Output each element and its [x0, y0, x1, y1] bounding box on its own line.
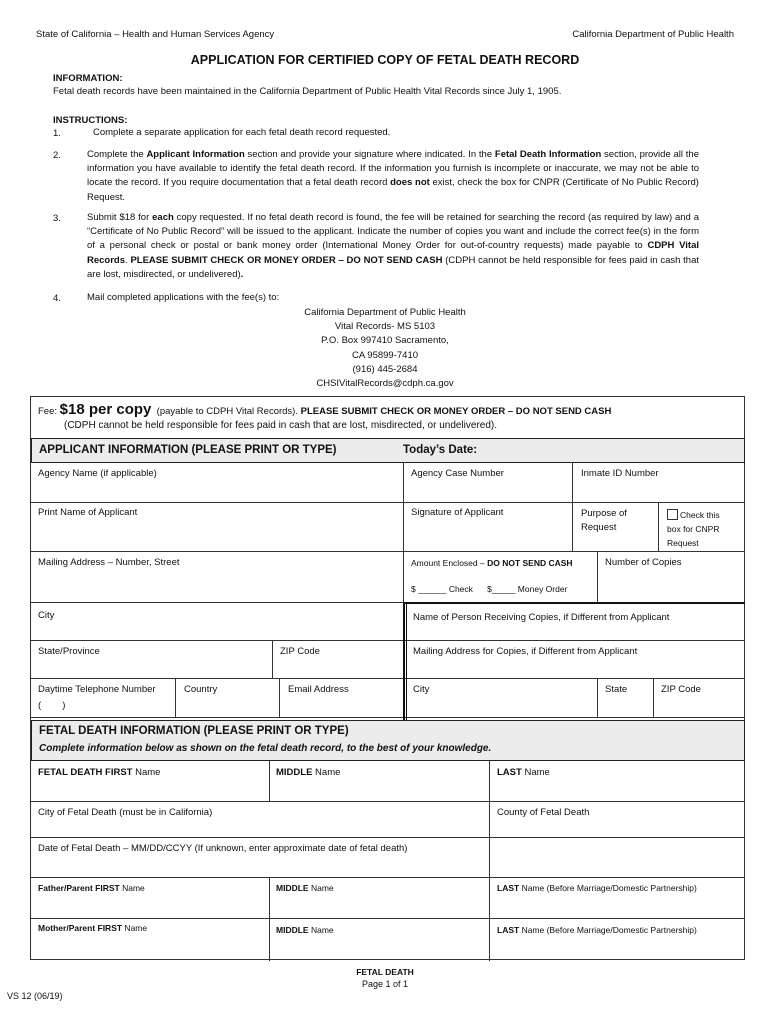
- instruction-number: 1.: [53, 128, 61, 139]
- todays-date-label: Today’s Date:: [403, 444, 478, 456]
- instruction-text: [87, 291, 699, 305]
- field-label: Name: [308, 925, 334, 935]
- mother-middle-name-field[interactable]: [276, 925, 334, 935]
- instruction-text: [87, 148, 699, 205]
- cnpr-checkbox[interactable]: [667, 509, 678, 520]
- application-form: [30, 396, 745, 960]
- page-number: Page 1 of 1: [361, 979, 409, 989]
- field-label-bold: MIDDLE: [276, 925, 309, 935]
- cnpr-label: box for CNPR: [667, 524, 720, 534]
- inmate-id-field[interactable]: Inmate ID Number: [581, 468, 659, 479]
- field-label: Name: [521, 767, 550, 778]
- fee-warning: PLEASE SUBMIT CHECK OR MONEY ORDER – DO NOT SEND CASH: [300, 406, 612, 417]
- field-label: Name: [132, 767, 161, 778]
- mother-last-name-field[interactable]: [497, 925, 697, 935]
- instruction-number: 4.: [53, 293, 61, 304]
- purpose-label: Purpose of: [581, 508, 627, 519]
- receiver-mailing-address-field[interactable]: Mailing Address for Copies, if Different from Applicant: [413, 646, 638, 657]
- instruction-run: Complete a separate application for each fetal death record requested.: [93, 127, 391, 138]
- state-province-field[interactable]: State/Province: [38, 646, 100, 657]
- address-line: (916) 445-2684: [352, 363, 418, 375]
- information-text: Fetal death records have been maintained in the California Department of Public Health Vital Records since July 1, 1905.: [53, 86, 562, 97]
- field-label: Name: [119, 883, 145, 893]
- field-label-bold: LAST: [497, 883, 520, 893]
- fee-amount: $18 per copy: [59, 401, 152, 418]
- cnpr-label: Check this: [680, 510, 720, 520]
- father-middle-name-field[interactable]: [276, 883, 334, 893]
- city-field[interactable]: City: [38, 610, 55, 621]
- applicant-signature-field[interactable]: Signature of Applicant: [411, 507, 504, 518]
- fetal-first-name-field[interactable]: [38, 767, 160, 778]
- fee-note: (CDPH cannot be held responsible for fees paid in cash that are lost, misdirected, or undelivered).: [64, 420, 498, 431]
- page-title: APPLICATION FOR CERTIFIED COPY OF FETAL DEATH RECORD: [190, 53, 580, 67]
- address-email: CHSIVitalRecords@cdph.ca.gov: [316, 378, 454, 390]
- field-label: Name: [312, 767, 341, 778]
- field-label-bold: FETAL DEATH FIRST: [38, 767, 133, 778]
- field-label-bold: MIDDLE: [276, 883, 309, 893]
- instruction-emphasis: Applicant Information: [146, 149, 245, 160]
- fee-payable: (payable to CDPH Vital Records).: [154, 406, 301, 417]
- fee-label: Fee:: [38, 406, 58, 417]
- address-line: P.O. Box 997410 Sacramento,: [321, 335, 449, 347]
- instruction-run: section, provide all the information you have available to identify the fetal death record. If the information you furnish is incomplete or inaccurate, we may not be able to locate the record. If you require documentation that a fetal death record: [87, 149, 699, 189]
- county-of-fetal-death-field[interactable]: County of Fetal Death: [497, 807, 590, 818]
- instruction-emphasis: does not: [390, 177, 430, 189]
- amount-warning: DO NOT SEND CASH: [487, 558, 573, 568]
- address-line: California Department of Public Health: [304, 307, 466, 318]
- cnpr-label: Request: [667, 538, 699, 548]
- instruction-number: 2.: [53, 150, 61, 161]
- instruction-run: copy requested. If no fetal death record is found, the fee will be retained for searching the record (as required by law) and a “Certificate of No Public Record” will be issued to the applicant. Indicate the number of copies you want and include the correct fee(s) in the form of a personal check or postal or bank money order (International Money Order for out-of-country requests) made payable to: [87, 212, 699, 252]
- applicant-name-field[interactable]: Print Name of Applicant: [38, 507, 138, 518]
- instruction-emphasis: Fetal Death Information: [494, 149, 602, 160]
- instruction-run: .: [125, 254, 131, 266]
- fee-line: [38, 401, 611, 418]
- fetal-header-subtitle: Complete information below as shown on the fetal death record, to the best of your knowledge.: [39, 743, 492, 754]
- instruction-emphasis: .: [240, 268, 244, 280]
- instruction-run: Mail completed applications with the fee(s) to:: [87, 292, 280, 303]
- instructions-label: INSTRUCTIONS:: [53, 115, 128, 126]
- agency-header: State of California – Health and Human Services Agency: [36, 29, 275, 40]
- applicant-header-title: APPLICANT INFORMATION (PLEASE PRINT OR TYPE): [39, 444, 337, 456]
- agency-name-field[interactable]: Agency Name (if applicable): [38, 468, 157, 479]
- amount-prefix: Amount Enclosed –: [411, 558, 488, 568]
- number-of-copies-field[interactable]: Number of Copies: [605, 557, 682, 568]
- instruction-number: 3.: [53, 213, 61, 224]
- department-header: California Department of Public Health: [572, 29, 734, 40]
- address-line: Vital Records- MS 5103: [334, 321, 436, 333]
- receiver-city-field[interactable]: City: [413, 684, 430, 695]
- instruction-text: [87, 211, 699, 282]
- agency-case-number-field[interactable]: Agency Case Number: [411, 468, 504, 479]
- instruction-emphasis: each: [152, 212, 174, 223]
- receiver-state-field[interactable]: State: [605, 684, 628, 695]
- fetal-middle-name-field[interactable]: [276, 767, 340, 778]
- phone-area-code: ( ): [38, 700, 66, 711]
- mailing-address-block: [0, 306, 770, 391]
- information-label: INFORMATION:: [53, 73, 123, 84]
- amount-enclosed-field[interactable]: $ ______ Check $_____ Money Order: [411, 584, 568, 594]
- field-label: Name (Before Marriage/Domestic Partnership): [519, 925, 697, 935]
- daytime-phone-field[interactable]: Daytime Telephone Number: [38, 684, 156, 695]
- father-first-name-field[interactable]: [38, 883, 145, 893]
- zip-code-field[interactable]: ZIP Code: [280, 646, 320, 657]
- field-label: Name: [122, 923, 148, 933]
- instruction-text: [93, 126, 705, 140]
- instruction-run: Submit $18 for: [87, 212, 153, 223]
- instruction-run: section and provide your signature where indicated. In the: [244, 149, 495, 160]
- field-label-bold: MIDDLE: [276, 767, 313, 778]
- mother-first-name-field[interactable]: [38, 923, 147, 933]
- amount-enclosed-label: [411, 558, 573, 568]
- fetal-header-title: FETAL DEATH INFORMATION (PLEASE PRINT OR TYPE): [39, 725, 349, 737]
- footer-title: FETAL DEATH: [356, 967, 414, 977]
- instruction-emphasis: PLEASE SUBMIT CHECK OR MONEY ORDER – DO NOT SEND CASH: [130, 254, 443, 266]
- receiver-zip-field[interactable]: ZIP Code: [661, 684, 701, 695]
- instruction-run: (CDPH cannot be held responsible for fees paid in cash that are lost, misdirected, or undelivered): [87, 254, 700, 280]
- field-label: Name (Before Marriage/Domestic Partnership): [519, 883, 697, 893]
- receiver-name-field[interactable]: Name of Person Receiving Copies, if Different from Applicant: [413, 612, 670, 623]
- country-field[interactable]: Country: [184, 684, 218, 695]
- city-of-fetal-death-field[interactable]: City of Fetal Death (must be in California): [38, 807, 213, 818]
- email-field[interactable]: Email Address: [288, 684, 349, 695]
- father-last-name-field[interactable]: [497, 883, 697, 893]
- field-label-bold: LAST: [497, 925, 520, 935]
- purpose-label: Request: [581, 522, 617, 533]
- instruction-run: Complete the: [87, 149, 147, 160]
- instruction-emphasis: CDPH Vital Records: [87, 240, 699, 266]
- mailing-address-field[interactable]: Mailing Address – Number, Street: [38, 557, 180, 568]
- fetal-last-name-field[interactable]: [497, 767, 550, 778]
- field-label: Name: [308, 883, 334, 893]
- instruction-run: exist, check the box for CNPR (Certificate of No Public Record) Request.: [87, 177, 699, 203]
- purpose-of-request-field[interactable]: [581, 507, 627, 535]
- form-id: VS 12 (06/19): [7, 991, 63, 1001]
- date-of-fetal-death-field[interactable]: Date of Fetal Death – MM/DD/CCYY (If unknown, enter approximate date of fetal death): [38, 843, 408, 854]
- field-label-bold: Mother/Parent FIRST: [38, 923, 123, 933]
- address-line: CA 95899-7410: [351, 349, 419, 361]
- field-label-bold: LAST: [497, 767, 522, 778]
- field-label-bold: Father/Parent FIRST: [38, 883, 120, 893]
- cnpr-request-option: [667, 508, 720, 550]
